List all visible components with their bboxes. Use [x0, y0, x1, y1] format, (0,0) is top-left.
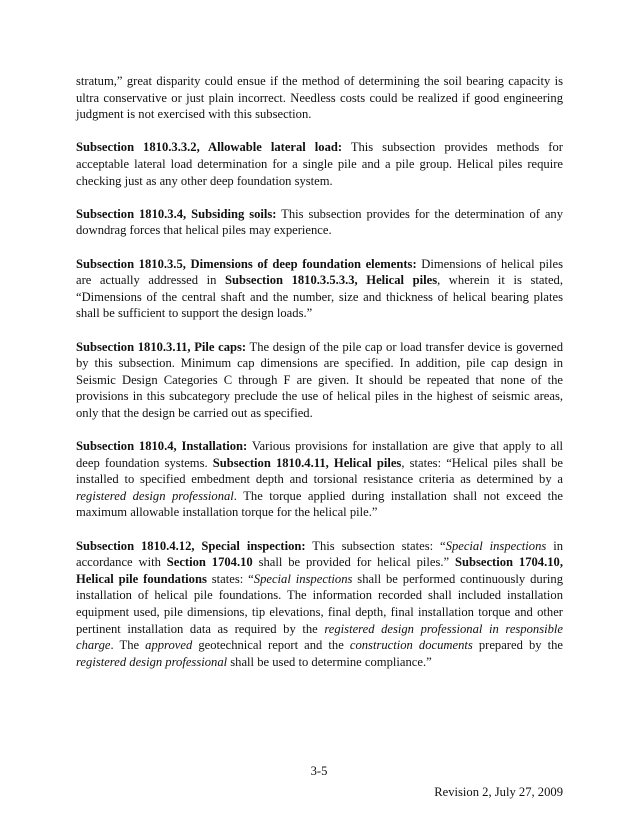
bold-text: Subsection 1810.3.4, Subsiding soils:: [76, 206, 277, 221]
italic-text: registered design professional in responsible charge: [76, 621, 563, 653]
document-body: [76, 73, 563, 687]
paragraph: [76, 73, 563, 123]
bold-text: Subsection 1810.3.5.3.3, Helical piles: [224, 273, 438, 288]
text-run: , states: “Helical piles shall be installed to specified embedment depth and torsional resistance criteria as determined by a: [76, 455, 563, 487]
italic-text: registered design professional: [76, 488, 234, 503]
revision-date: Revision 2, July 27, 2009: [434, 785, 563, 799]
text-run: This subsection provides methods for acceptable lateral load determination for a single pile and a pile group. Helical piles require checking just as any other deep foundation system.: [76, 140, 563, 188]
italic-text: Special inspections: [253, 571, 353, 586]
text-run: The design of the pile cap or load transfer device is governed by this subsection. Minimum cap dimensions are specified. In addition, pile cap design in Seismic Design Categories C through F are given. It should be repeated that none of the provisions in this subcategory preclude the use of helical piles in the highest of seismic areas, only that the design be carried out as specified.: [76, 339, 563, 420]
text-run: shall be provided for helical piles.”: [252, 555, 455, 570]
text-run: shall be performed continuously during installation of helical pile foundations. The information recorded shall included installation equipment used, pile dimensions, tip elevations, final depth, final installation torque and other pertinent installation data as required by the: [76, 571, 563, 636]
paragraph: [76, 139, 563, 189]
bold-text: Subsection 1704.10, Helical pile foundations: [76, 555, 563, 586]
italic-text: approved: [145, 638, 193, 653]
bold-text: Section 1704.10: [166, 555, 253, 570]
text-run: . The torque applied during installation shall not exceed the maximum allowable installation torque for the helical pile.”: [76, 488, 563, 520]
bold-text: Subsection 1810.4, Installation:: [76, 439, 248, 454]
text-run: This subsection states: “: [305, 538, 446, 553]
paragraph: [76, 538, 563, 671]
text-run: , wherein it is stated, “Dimensions of the central shaft and the number, size and thickness of helical bearing plates shall be sufficient to support the design loads.”: [76, 273, 563, 321]
text-run: shall be used to determine compliance.”: [227, 654, 432, 669]
text-run: . The: [110, 638, 146, 653]
bold-text: Subsection 1810.4.12, Special inspection:: [76, 538, 306, 553]
text-run: Dimensions of helical piles are actually addressed in: [76, 256, 563, 288]
text-run: in accordance with: [76, 538, 564, 570]
text-run: prepared by the: [472, 638, 563, 653]
paragraph: [76, 438, 563, 521]
text-run: This subsection provides for the determination of any downdrag forces that helical piles may experience.: [76, 206, 564, 238]
bold-text: Subsection 1810.3.11, Pile caps:: [76, 339, 247, 354]
bold-text: Subsection 1810.3.5, Dimensions of deep foundation elements:: [76, 256, 417, 271]
bold-text: Subsection 1810.3.3.2, Allowable lateral load:: [76, 140, 343, 155]
paragraph: [76, 206, 563, 239]
text-run: states: “: [206, 571, 254, 586]
text-run: geotechnical report and the: [192, 638, 350, 653]
paragraph: [76, 256, 563, 322]
italic-text: registered design professional: [76, 654, 228, 669]
bold-text: Subsection 1810.4.11, Helical piles: [212, 455, 402, 470]
paragraph: [76, 339, 563, 422]
italic-text: Special inspections: [445, 538, 547, 553]
italic-text: construction documents: [349, 638, 473, 653]
page-number: 3-5: [310, 764, 328, 778]
text-run: stratum,” great disparity could ensue if the method of determining the soil bearing capacity is ultra conservative or just plain incorrect. Needless costs could be realized if good engineering judgment is not exercised with this subsection.: [76, 74, 563, 122]
text-run: Various provisions for installation are give that apply to all deep foundation systems.: [76, 439, 563, 470]
